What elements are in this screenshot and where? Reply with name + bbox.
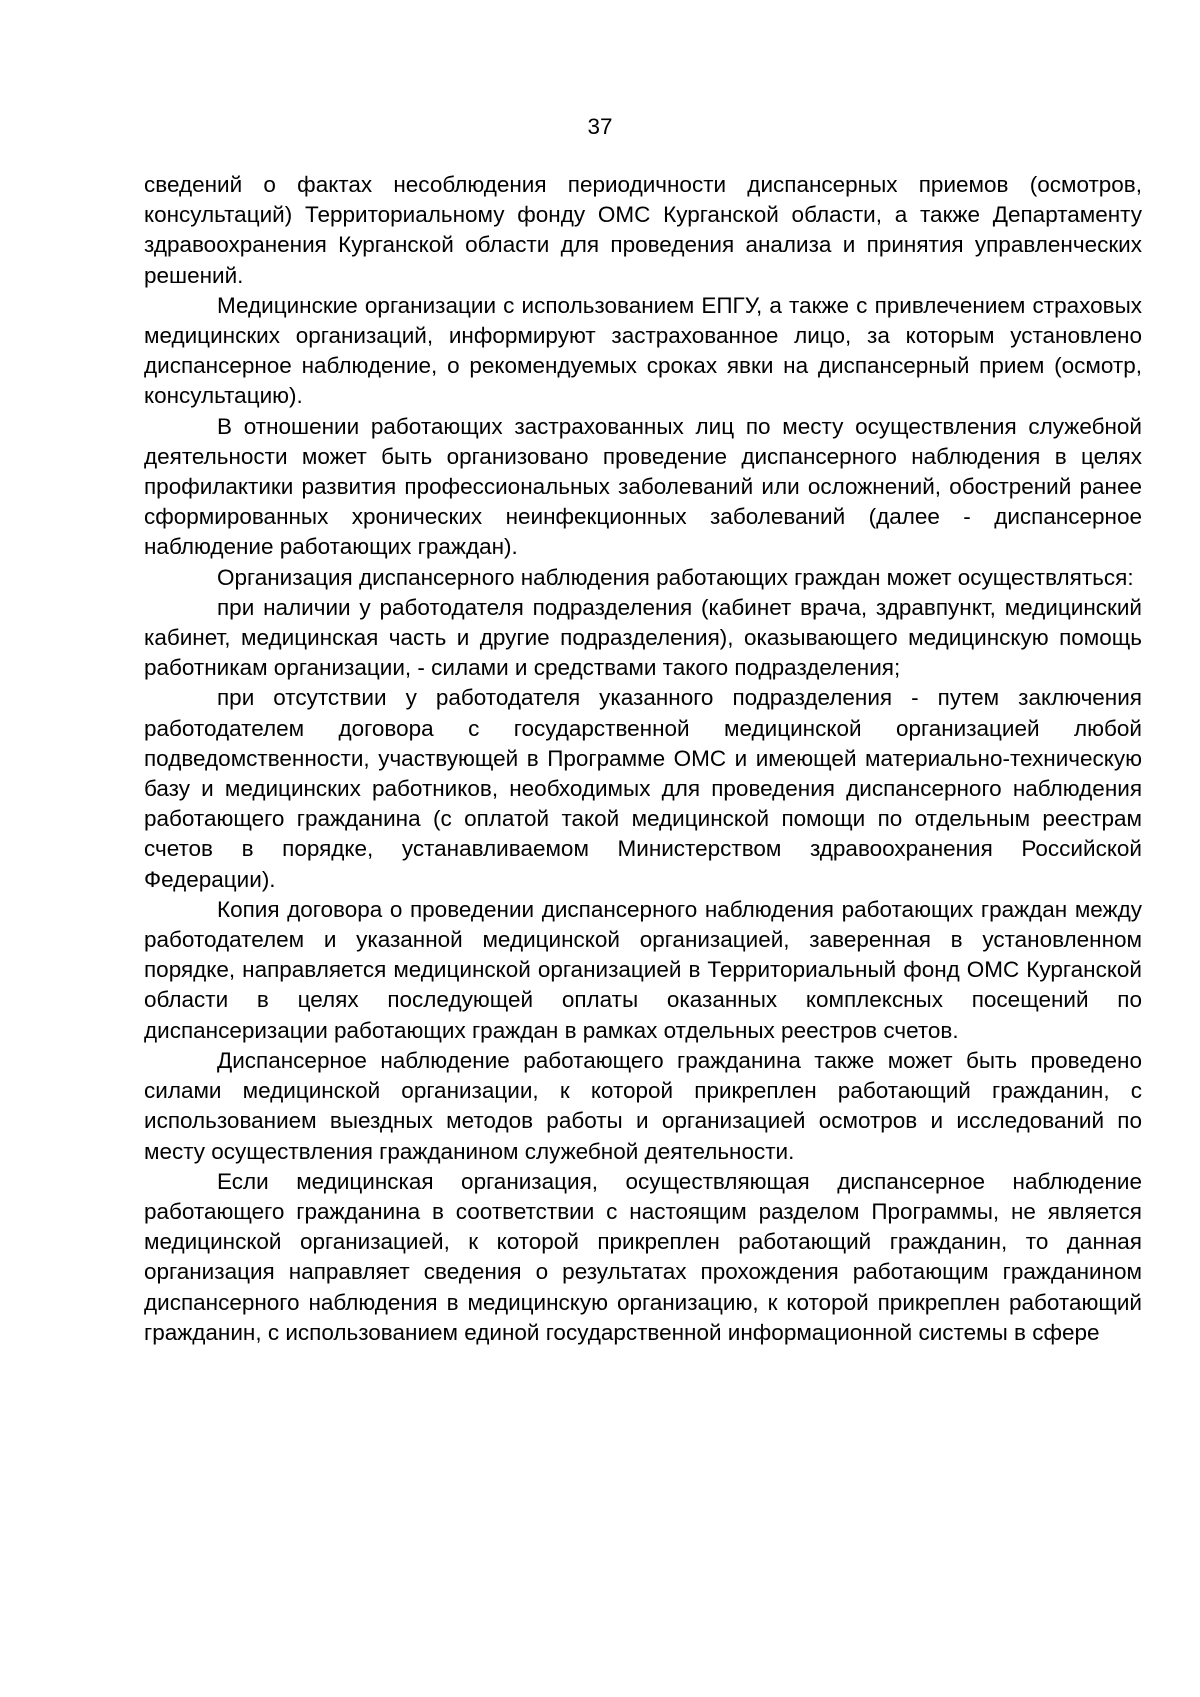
paragraph: Диспансерное наблюдение работающего гражданина также может быть проведено силами медицинской организации, к которой прикреплен работающий гражданин, с использованием выездных методов работы и организацией осмотров и исследований по месту осуществления гражданином служебной деятельности. (144, 1047, 1142, 1164)
page-number: 37 (587, 114, 613, 139)
paragraph: Медицинские организации с использованием ЕПГУ, а также с привлечением страховых медицинских организаций, информируют застрахованное лицо, за которым установлено диспансерное наблюдение, о рекомендуемых сроках явки на диспансерный прием (осмотр, консультацию). (144, 292, 1142, 409)
list-paragraph: при наличии у работодателя подразделения (кабинет врача, здравпункт, медицинский кабинет, медицинская часть и другие подразделения), оказывающего медицинскую помощь работникам организации, - силами и средствами такого подразделения; (144, 594, 1142, 681)
paragraph: В отношении работающих застрахованных лиц по месту осуществления служебной деятельности может быть организовано проведение диспансерного наблюдения в целях профилактики развития профессиональных заболеваний или осложнений, обострений ранее сформированных хронических неинфекционных заболеваний (далее - диспансерное наблюдение работающих граждан). (144, 413, 1142, 560)
paragraph: Организация диспансерного наблюдения работающих граждан может осуществляться: (217, 564, 1134, 590)
list-paragraph: при отсутствии у работодателя указанного подразделения - путем заключения работодателем договора с государственной медицинской организацией любой подведомственности, участвующей в Программе ОМС и имеющей материально-техническую базу и медицинских работников, необходимых для проведения диспансерного наблюдения работающего гражданина (с оплатой такой медицинской помощи по отдельным реестрам счетов в порядке, устанавливаемом Министерством здравоохранения Российской Федерации). (144, 685, 1142, 892)
paragraph: Если медицинская организация, осуществляющая диспансерное наблюдение работающего гражданина в соответствии с настоящим разделом Программы, не является медицинской организацией, к которой прикреплен работающий гражданин, то данная организация направляет сведения о результатах прохождения работающим гражданином диспансерного наблюдения в медицинскую организацию, к которой прикреплен работающий гражданин, с использованием единой государственной информационной системы в сфере (144, 1168, 1142, 1345)
paragraph-continuation: сведений о фактах несоблюдения периодичности диспансерных приемов (осмотров, консультаций) Территориальному фонду ОМС Курганской области, а также Департаменту здравоохранения Курганской области для проведения анализа и принятия управленческих решений. (144, 172, 1142, 288)
body-text (144, 170, 1142, 1348)
paragraph: Копия договора о проведении диспансерного наблюдения работающих граждан между работодателем и указанной медицинской организацией, заверенная в установленном порядке, направляется медицинской организацией в Территориальный фонд ОМС Курганской области в целях последующей оплаты оказанных комплексных посещений по диспансеризации работающих граждан в рамках отдельных реестров счетов. (144, 896, 1142, 1043)
